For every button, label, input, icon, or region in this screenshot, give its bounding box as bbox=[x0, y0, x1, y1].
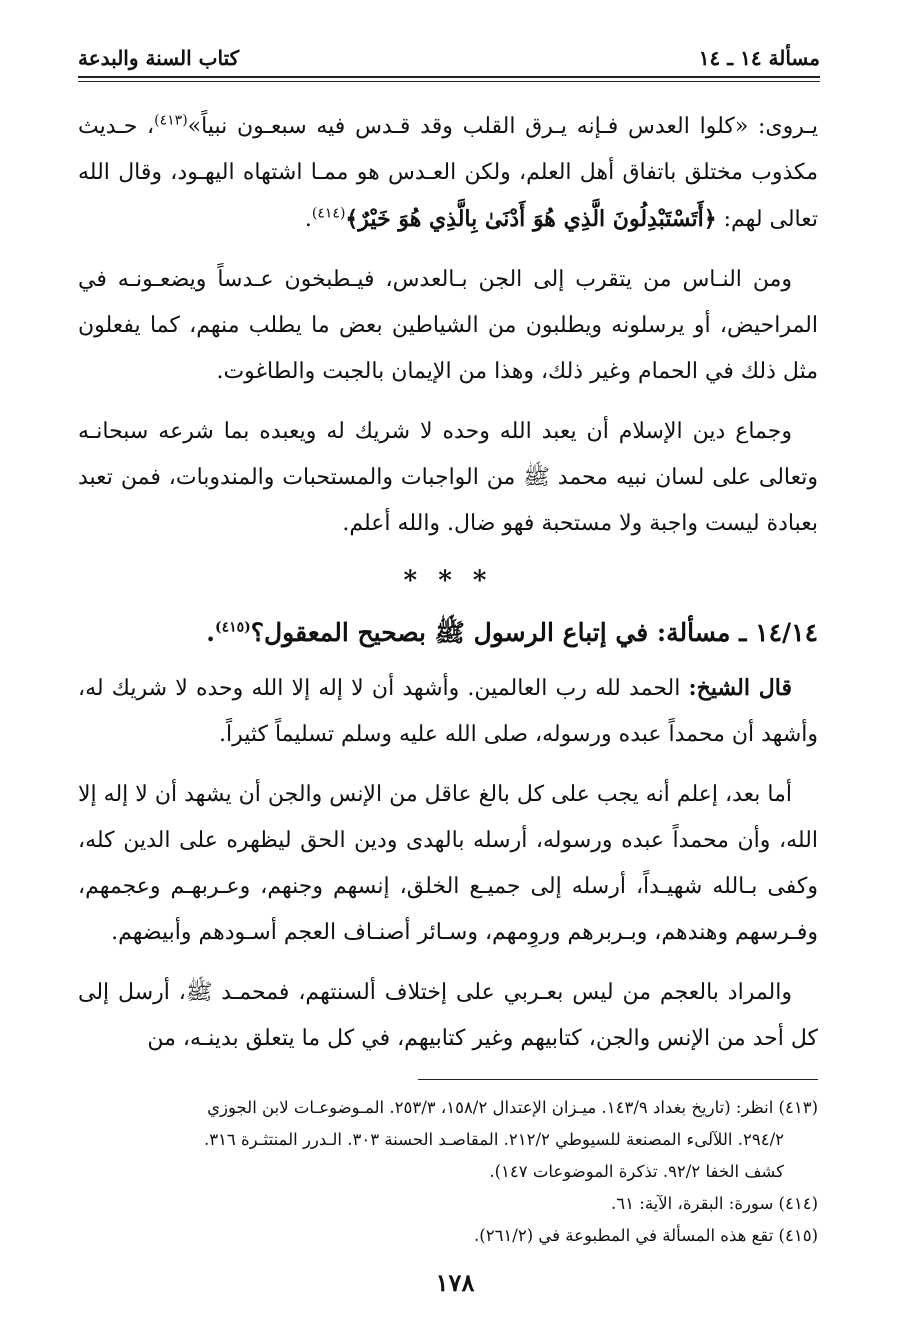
paragraph-religion-summary: وجماع دين الإسلام أن يعبد الله وحده لا شريك له ويعبده بما شرعه سبحانـه وتعالى على لسان نبيه محمد ﷺ من الواجبات والمستحبات والمندوبات، فمن تعبد بعبادة ليست واجبة ولا مستحبة فهو ضال. والله أعلم. bbox=[78, 419, 818, 536]
footnote-413: (٤١٣) انظر: (تاريخ بغداد ١٤٣/٩. ميـزان الإعتدال ١٥٨/٢، ٢٥٣/٣. المـوضوعـات لابن الجوزي bbox=[207, 1098, 818, 1117]
running-header bbox=[78, 40, 820, 78]
footnote-413-line3: كشف الخفا ٩٢/٢. تذكرة الموضوعات ١٤٧). bbox=[489, 1162, 784, 1181]
footnote-413-line2: ٢٩٤/٢. اللآلىء المصنعة للسيوطي ٢١٢/٢. المقاصـد الحسنة ٣٠٣. الـدرر المنتثـرة ٣١٦. bbox=[203, 1130, 784, 1149]
section-divider-stars: * * * bbox=[403, 566, 493, 596]
paragraph-sheikh-said: قال الشيخ: الحمد لله رب العالمين. وأشهد أن لا إله إلا الله وحده لا شريك له، وأشهد أن محمداً عبده ورسوله، صلى الله عليه وسلم تسليماً كثيراً. bbox=[78, 675, 818, 747]
issue-heading-text: ١٤/١٤ ـ مسألة: في إتباع الرسول ﷺ بصحيح المعقول؟ bbox=[250, 618, 818, 647]
footnote-separator bbox=[418, 1079, 818, 1080]
footnote-415: (٤١٥) تقع هذه المسألة في المطبوعة في (٢٦١/٢). bbox=[474, 1226, 818, 1245]
paragraph-lentils-hadith: يـروى: «كلوا العدس فـإنه يـرق القلب وقد قـدس فيه سبعـون نبياً»$^{(٤١٣)}$، حـديث مكذوب مختلق باتفاق أهل العلم، ولكن العـدس هو ممـا اشتهاه اليهـود، وقال الله تعالى لهم: ﴿أَتَسْتَبْدِلُونَ الَّذِي هُوَ أَدْنَىٰ بِالَّذِي هُوَ خَيْرٌ﴾$^{(٤١٤)}$. bbox=[78, 112, 818, 232]
footnote-414: (٤١٤) سورة: البقرة، الآية: ٦١. bbox=[611, 1194, 818, 1213]
paragraph-jinn: ومن النـاس من يتقرب إلى الجن بـالعدس، فيـطبخون عـدساً ويضعـونـه في المراحيض، أو يرسلونه ويطلبون من الشياطين بعض ما يطلب منهم، كما يفعلون مثل ذلك في الحمام وغير ذلك، وهذا من الإيمان بالجبت والطاغوت. bbox=[78, 267, 818, 384]
footnotes bbox=[78, 1092, 818, 1252]
page-number: ١٧٨ bbox=[435, 1268, 475, 1297]
sheikh-label: قال الشيخ: bbox=[688, 675, 792, 701]
issue-heading: ١٤/١٤ ـ مسألة: في إتباع الرسول ﷺ بصحيح المعقول؟$^{(٤١٥)}$. bbox=[206, 618, 818, 647]
footnote-ref-414: (٤١٤) bbox=[311, 205, 346, 222]
header-issue-number: مسألة ١٤ ـ ١٤ bbox=[698, 46, 820, 70]
paragraph-non-arabs: والمراد بالعجم من ليس بعـربي على إختلاف ألسنتهم، فمحمـد ﷺ، أرسل إلى كل أحد من الإنس والجن، كتابيهم وغير كتابيهم، في كل ما يتعلق بدينـه، من bbox=[78, 980, 818, 1051]
header-rule bbox=[78, 81, 820, 82]
quran-verse: ﴿أَتَسْتَبْدِلُونَ الَّذِي هُوَ أَدْنَىٰ بِالَّذِي هُوَ خَيْرٌ﴾ bbox=[345, 206, 717, 232]
paragraph-testimony: أما بعد، إعلم أنه يجب على كل بالغ عاقل من الإنس والجن أن يشهد أن لا إله إلا الله، وأن محمداً عبده ورسوله، أرسله بالهدى ودين الحق ليظهره على الدين كله، وكفى بـالله شهيـداً، أرسله إلى جميـع الخلق، إنسهم وجنهم، وعـربهـم وعجمهم، وفـرسهم وهندهم، وبـربرهم وروِمهم، وسـائر أصنـاف العجم أسـودهم وأبيضهم. bbox=[78, 782, 818, 945]
footnote-ref-413: (٤١٣) bbox=[154, 112, 188, 129]
header-book-title: كتاب السنة والبدعة bbox=[78, 46, 240, 70]
footnote-ref-415: (٤١٥) bbox=[214, 619, 251, 636]
main-text bbox=[78, 104, 818, 1076]
